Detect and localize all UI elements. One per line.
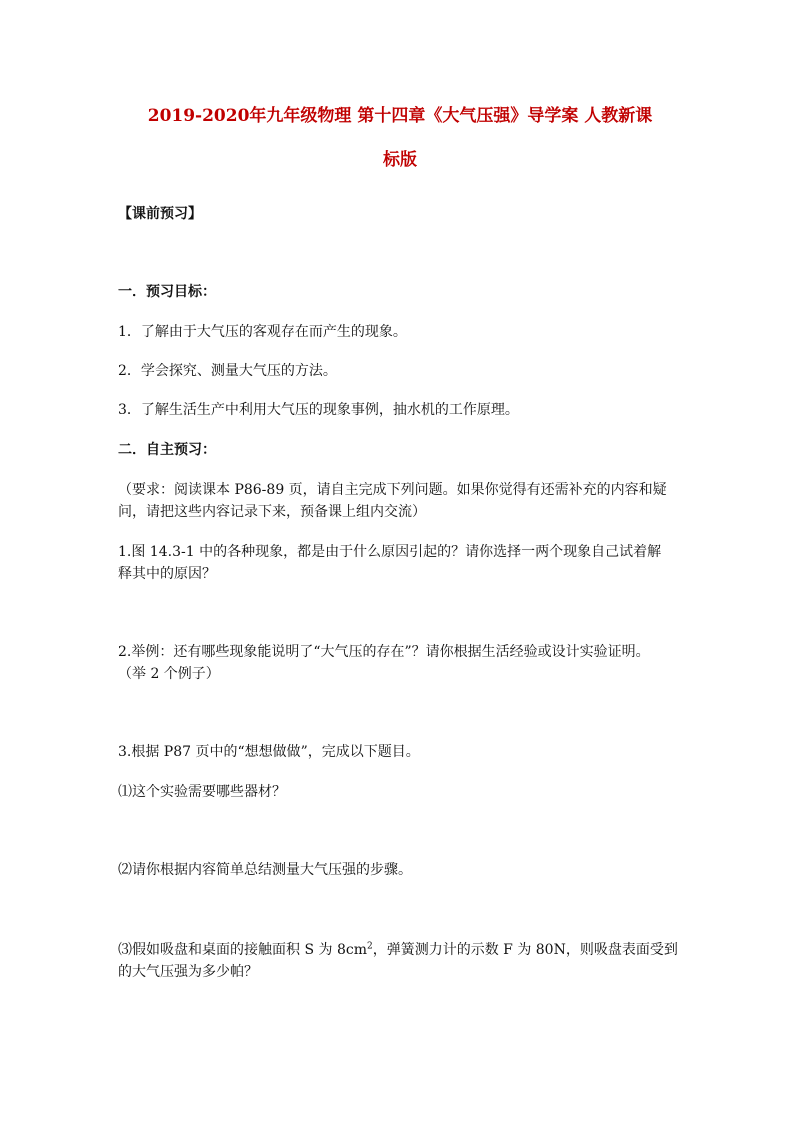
question-3-sub-3-text-b: ，弹簧测力计的示数 F 为 80N，则吸盘表面受到 (372, 942, 678, 958)
objective-item-1: 1．了解由于大气压的客观存在而产生的现象。 (118, 324, 407, 340)
instructions-line-2: 问，请把这些内容记录下来，预备课上组内交流） (118, 504, 426, 520)
question-2-line-1: 2.举例：还有哪些现象能说明了“大气压的存在”？请你根据生活经验或设计实验证明。 (118, 644, 650, 660)
question-3-sub-1: ⑴这个实验需要哪些器材？ (118, 784, 286, 800)
instructions-line-1: （要求：阅读课本 P86-89 页，请自主完成下列问题。如果你觉得有还需补充的内容和疑 (118, 482, 667, 498)
objective-item-3: 3．了解生活生产中利用大气压的现象事例，抽水机的工作原理。 (118, 402, 519, 418)
question-3: 3.根据 P87 页中的“想想做做”，完成以下题目。 (118, 744, 420, 760)
document-title-line-1: 2019-2020年九年级物理 第十四章《大气压强》导学案 人教新课 (147, 106, 653, 126)
question-3-sub-3-line-2: 的大气压强为多少帕？ (118, 964, 258, 980)
part2-heading: 二．自主预习： (118, 442, 216, 458)
question-1-line-1: 1.图 14.3-1 中的各种现象，都是由于什么原因引起的？请你选择一两个现象自己试着解 (118, 544, 662, 560)
objective-item-2: 2．学会探究、测量大气压的方法。 (118, 363, 337, 379)
question-2-line-2: （举 2 个例子） (118, 666, 220, 682)
question-1-line-2: 释其中的原因？ (118, 566, 216, 582)
question-3-sub-2: ⑵请你根据内容简单总结测量大气压强的步骤。 (118, 862, 412, 878)
question-3-sub-3-text-a: ⑶假如吸盘和桌面的接触面积 S 为 8cm (118, 942, 367, 958)
document-title-line-2: 标版 (383, 150, 417, 170)
superscript-exponent: 2 (366, 941, 373, 952)
question-3-sub-3-line-1 (118, 940, 698, 960)
section-label: 【课前预习】 (118, 206, 202, 222)
part1-heading: 一．预习目标： (118, 284, 216, 300)
